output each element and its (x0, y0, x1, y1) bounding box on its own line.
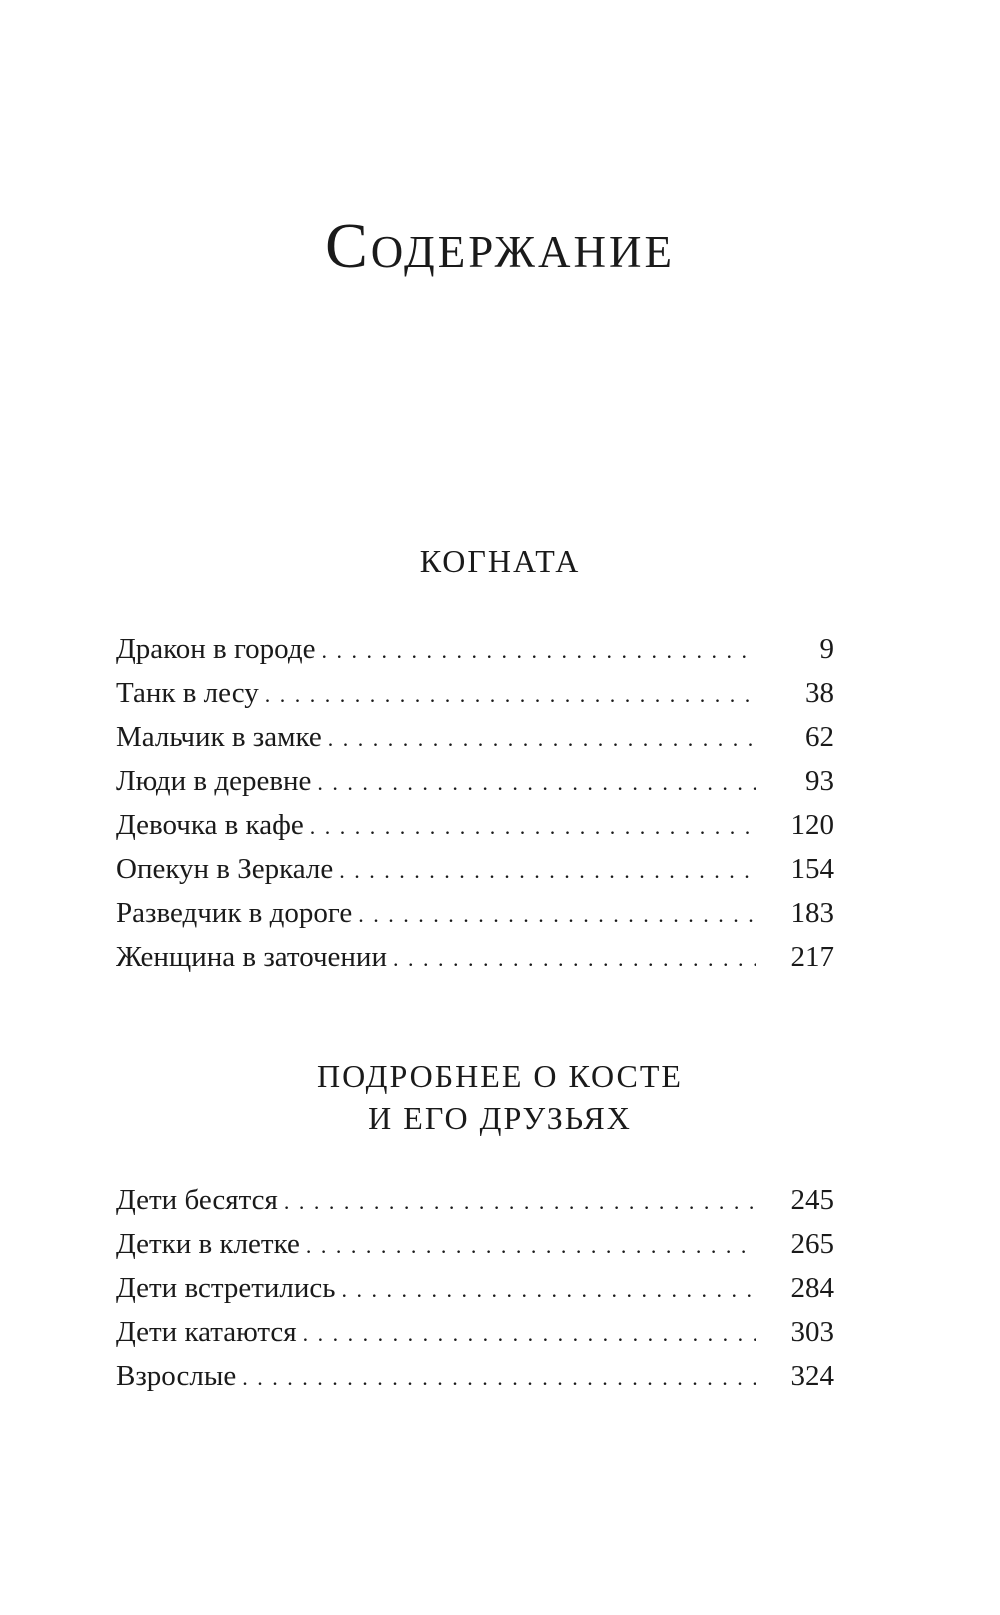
toc-entry (116, 1266, 834, 1310)
toc-leader-dots (358, 893, 756, 937)
toc-entry-label: Дети бесятся (116, 1184, 278, 1216)
toc-entry-page: 183 (790, 897, 834, 929)
toc-entry (116, 935, 834, 979)
toc-leader-dots (393, 937, 756, 981)
toc-entry-label: Разведчик в дороге (116, 897, 353, 929)
toc-leader-dots (321, 629, 756, 673)
toc-entry-label: Женщина в заточении (116, 941, 387, 973)
toc-entry (116, 627, 834, 671)
toc-entry (116, 847, 834, 891)
toc-entry-page: 120 (790, 809, 834, 841)
section-title-line: КОГНАТА (419, 543, 581, 579)
toc-list (116, 1178, 834, 1398)
toc-leader-dots (310, 805, 756, 849)
toc-entry (116, 1310, 834, 1354)
toc-leader-dots (303, 1312, 756, 1356)
toc-entry-page: 62 (805, 721, 834, 753)
toc-entry-label: Девочка в кафе (116, 809, 304, 841)
toc-leader-dots (265, 673, 756, 717)
toc-entry (116, 671, 834, 715)
toc-entry-page: 9 (819, 633, 834, 665)
toc-entry-page: 324 (790, 1360, 834, 1392)
section-title-line: И ЕГО ДРУЗЬЯХ (368, 1100, 632, 1136)
toc-leader-dots (342, 1268, 756, 1312)
toc-entry-page: 245 (790, 1184, 834, 1216)
toc-entry-label: Взрослые (116, 1360, 237, 1392)
toc-leader-dots (284, 1180, 756, 1224)
toc-entry (116, 715, 834, 759)
toc-entry-label: Дети встретились (116, 1272, 336, 1304)
toc-entry (116, 1178, 834, 1222)
toc-entry-page: 154 (790, 853, 834, 885)
toc-entry-page: 93 (805, 765, 834, 797)
toc-entry-page: 303 (790, 1316, 834, 1348)
toc-entry (116, 1354, 834, 1398)
toc-leader-dots (328, 717, 756, 761)
section-title (0, 540, 1000, 582)
toc-entry (116, 759, 834, 803)
toc-entry-label: Танк в лесу (116, 677, 259, 709)
toc-entry (116, 1222, 834, 1266)
toc-leader-dots (306, 1224, 756, 1268)
section-title-line: ПОДРОБНЕЕ О КОСТЕ (317, 1058, 683, 1094)
toc-entry-page: 38 (805, 677, 834, 709)
toc-entry-label: Детки в клетке (116, 1228, 300, 1260)
toc-leader-dots (242, 1356, 756, 1400)
toc-entry-page: 217 (790, 941, 834, 973)
toc-entry-label: Люди в деревне (116, 765, 312, 797)
toc-entry (116, 803, 834, 847)
toc-entry-label: Мальчик в замке (116, 721, 322, 753)
toc-entry (116, 891, 834, 935)
toc-leader-dots (317, 761, 756, 805)
page-title: Содержание (325, 209, 675, 281)
toc-leader-dots (339, 849, 756, 893)
section-title (0, 1055, 1000, 1139)
toc-entry-label: Дети катаются (116, 1316, 297, 1348)
toc-entry-label: Дракон в городе (116, 633, 316, 665)
toc-list (116, 627, 834, 979)
toc-entry-label: Опекун в Зеркале (116, 853, 334, 885)
toc-entry-page: 284 (790, 1272, 834, 1304)
toc-entry-page: 265 (790, 1228, 834, 1260)
